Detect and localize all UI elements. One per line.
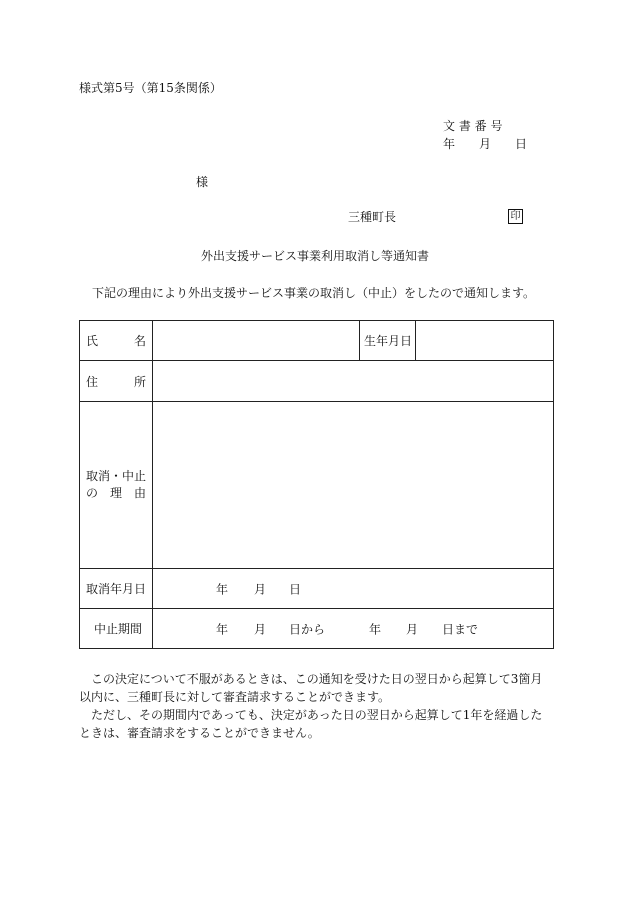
birthdate-label: 生年月日 [360,321,416,361]
reason-field[interactable] [153,402,554,569]
cancel-year-unit: 年 [216,582,229,596]
seal-stamp-mark: 印 [508,209,523,224]
reason-label: 取消・中止 の 理 由 [80,402,153,569]
notes-block [79,670,553,742]
note-appeal-deadline: この決定について不服があるときは、この通知を受けた日の翌日から起算して3箇月以内に、三種町長に対して審査請求することができます。 [79,672,543,704]
cancel-date-row [80,569,554,609]
notice-form-table [79,320,554,649]
intro-sentence: 下記の理由により外出支援サービス事業の取消し（中止）をしたので通知します。 [92,286,536,300]
issuer-name: 三種町長 [348,210,397,224]
cancel-date-field[interactable] [153,569,554,609]
cancel-date-label: 取消年月日 [80,569,153,609]
reason-row [80,402,554,569]
suspend-from-month-unit: 月 [254,622,267,636]
suspend-to-year-unit: 年 [369,622,382,636]
name-row [80,321,554,361]
suspend-to-day-unit: 日まで [442,622,479,636]
reason-label-line1: 取消・中止 [86,468,147,483]
suspend-period-row [80,609,554,649]
suspend-from-year-unit: 年 [216,622,229,636]
name-label: 氏 名 [80,321,153,361]
note-appeal-limit: ただし、その期間内であっても、決定があった日の翌日から起算して1年を経過したときは、審査請求をすることができません。 [79,708,543,740]
issue-date-line: 年 月 日 [443,137,528,151]
document-title: 外出支援サービス事業利用取消し等通知書 [200,249,429,263]
birthdate-field[interactable] [416,321,554,361]
cancel-month-unit: 月 [254,582,267,596]
suspend-from-day-unit: 日から [289,622,326,636]
address-field[interactable] [153,361,554,402]
address-row [80,361,554,402]
suspend-period-field[interactable] [153,609,554,649]
addressee-honorific: 様 [196,175,209,189]
cancel-day-unit: 日 [289,582,302,596]
address-label: 住 所 [80,361,153,402]
suspend-to-month-unit: 月 [406,622,419,636]
document-number-label: 文 書 番 号 [443,119,503,133]
name-field[interactable] [153,321,360,361]
suspend-period-label: 中 止 期 間 [80,609,153,649]
form-number: 様式第5号（第15条関係） [79,81,222,95]
